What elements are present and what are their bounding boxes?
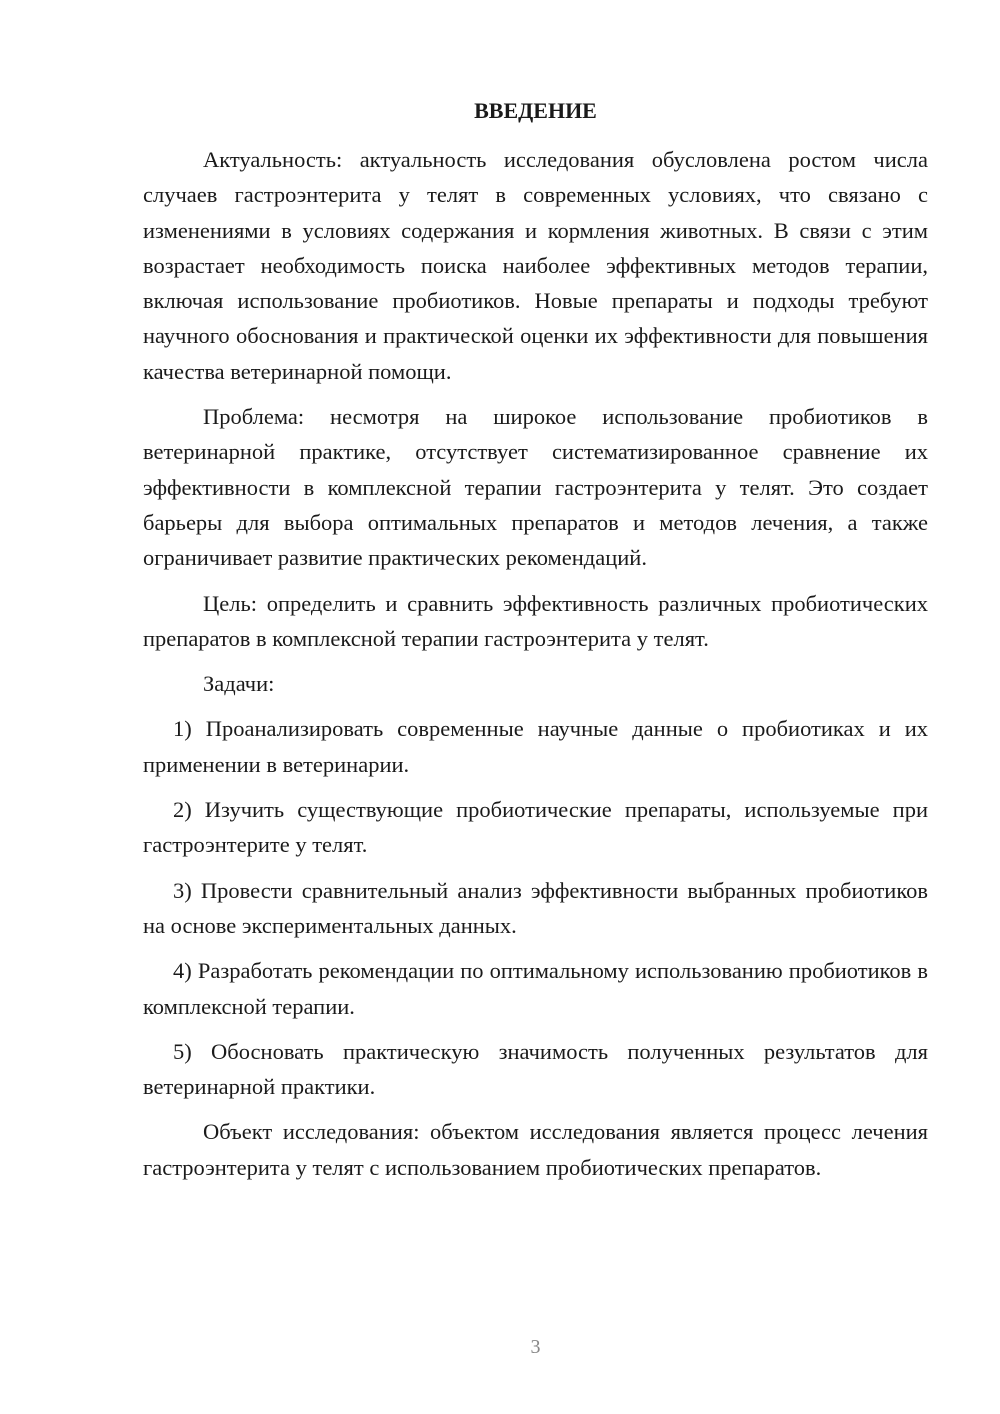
task-item-5: 5) Обосновать практическую значимость полученных результатов для ветеринарной практики. xyxy=(143,1038,928,1100)
task-item-2: 2) Изучить существующие пробиотические препараты, используемые при гастроэнтерите у телят. xyxy=(143,797,928,858)
paragraph-problem: Проблема: несмотря на широкое использование пробиотиков в ветеринарной практике, отсутствует систематизированное сравнение их эффективности в комплексной терапии гастроэнтерита у телят. Это создает барьеры для выбора оптимальных препаратов и методов лечения, а также ограничивает развитие практических рекомендаций. xyxy=(143,404,928,571)
section-title: ВВЕДЕНИЕ xyxy=(474,98,597,123)
document-page xyxy=(143,0,928,1414)
paragraph-object: Объект исследования: объектом исследования является процесс лечения гастроэнтерита у телят с использованием пробиотических препаратов. xyxy=(143,1119,928,1180)
tasks-heading: Задачи: xyxy=(203,671,275,697)
page-number: 3 xyxy=(530,1336,541,1358)
task-item-3: 3) Провести сравнительный анализ эффективности выбранных пробиотиков на основе экспериментальных данных. xyxy=(143,877,928,938)
paragraph-relevance: Актуальность: актуальность исследования обусловлена ростом числа случаев гастроэнтерита у телят в современных условиях, что связано с изменениями в условиях содержания и кормления животных. В связи с этим возрастает необходимость поиска наиболее эффективных методов терапии, включая использование пробиотиков. Новые препараты и подходы требуют научного обоснования и практической оценки их эффективности для повышения качества ветеринарной помощи. xyxy=(143,147,928,384)
task-item-4: 4) Разработать рекомендации по оптимальному использованию пробиотиков в комплексной терапии. xyxy=(143,958,928,1019)
paragraph-goal: Цель: определить и сравнить эффективность различных пробиотических препаратов в комплексной терапии гастроэнтерита у телят. xyxy=(143,590,928,651)
document-body xyxy=(143,142,928,1185)
task-item-1: 1) Проанализировать современные научные данные о пробиотиках и их применении в ветеринарии. xyxy=(143,716,928,777)
